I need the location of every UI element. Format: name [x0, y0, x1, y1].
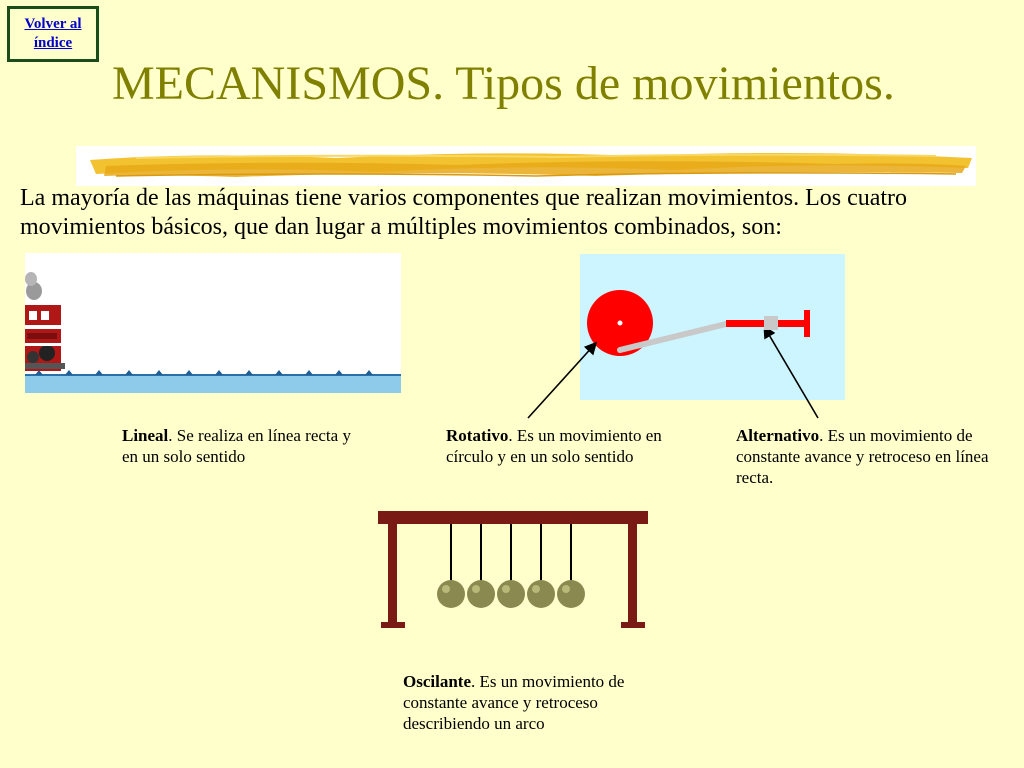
- back-to-index-link[interactable]: [24, 15, 81, 53]
- page-title: MECANISMOS. Tipos de movimientos.: [112, 57, 895, 110]
- newton-cradle-icon: [378, 508, 648, 630]
- intro-paragraph: La mayoría de las máquinas tiene varios componentes que realizan movimientos. Los cuatro movimientos básicos, que dan lugar a múltiples movimientos combinados, son:: [20, 185, 908, 240]
- caption-rotativo: [446, 425, 706, 467]
- caption-alternativo: [736, 425, 998, 488]
- lineal-desc: . Se realiza en línea recta y en un solo sentido: [122, 426, 351, 466]
- caption-lineal: [122, 425, 352, 467]
- back-link-line1: Volver al: [24, 16, 82, 32]
- back-to-index-box: [7, 6, 99, 62]
- caption-oscilante: [403, 671, 663, 734]
- alternativo-name: Alternativo: [736, 426, 820, 445]
- oscilante-name: Oscilante: [403, 672, 471, 691]
- pointer-arrows: [520, 330, 830, 430]
- lineal-name: Lineal: [122, 426, 169, 445]
- brush-stroke-icon: [76, 146, 976, 186]
- train-icon: [25, 253, 401, 393]
- back-link-line2: índice: [33, 35, 73, 51]
- oscilante-desc: . Es un movimiento de constante avance y retroceso describiendo un arco: [403, 672, 625, 733]
- rotativo-name: Rotativo: [446, 426, 509, 445]
- rotativo-desc: . Es un movimiento en círculo y en un solo sentido: [446, 426, 662, 466]
- alternativo-desc: . Es un movimiento de constante avance y retroceso en línea recta.: [736, 426, 989, 487]
